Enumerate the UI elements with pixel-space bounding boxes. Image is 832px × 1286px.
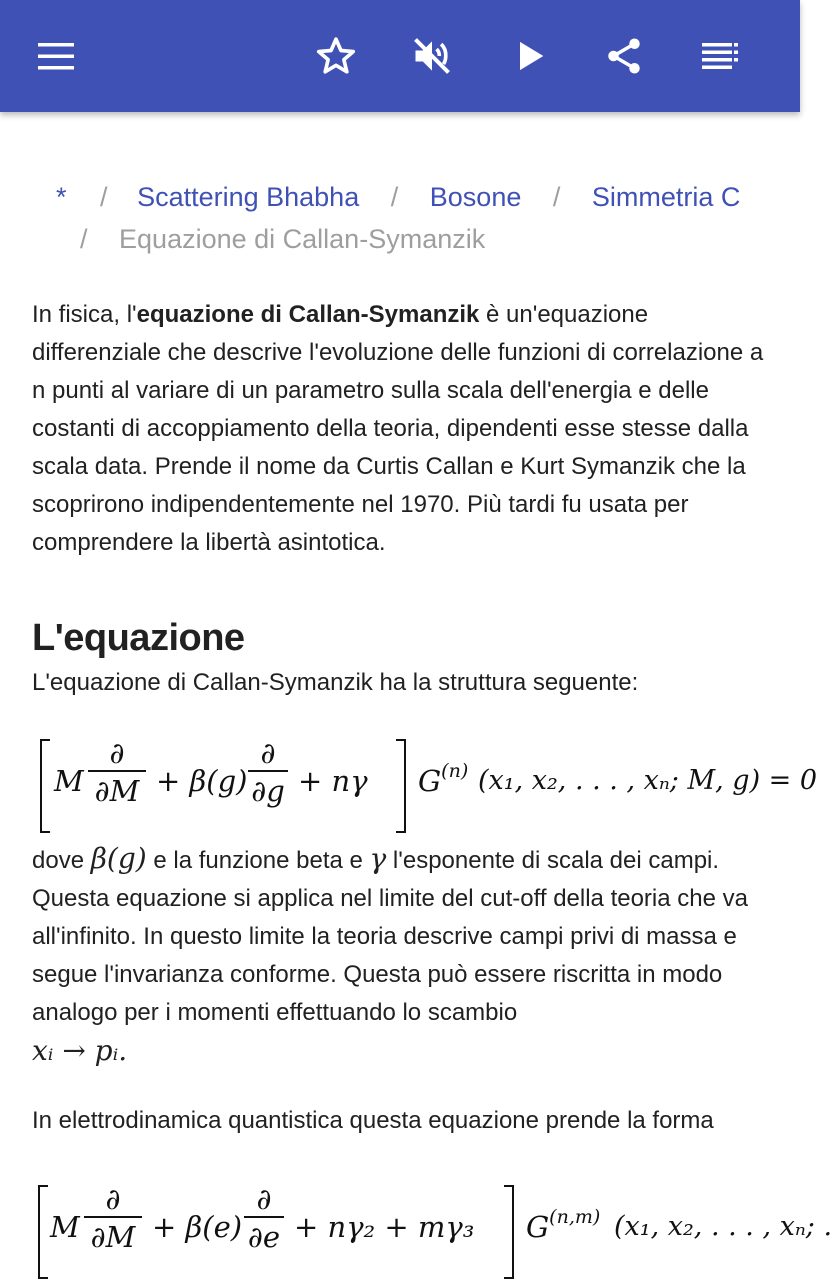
eq-mass: M bbox=[50, 1210, 80, 1244]
eq-arguments: (x₁, x₂, . . . , xₙ; . bbox=[614, 1211, 832, 1242]
eq-denominator: ∂M bbox=[94, 774, 140, 808]
favorite-button[interactable] bbox=[300, 20, 372, 92]
explanation-paragraph bbox=[32, 840, 780, 1072]
intro-paragraph bbox=[32, 296, 780, 562]
section-title: L'equazione bbox=[32, 617, 245, 659]
breadcrumb-bosone[interactable]: Bosone bbox=[429, 182, 522, 212]
qed-paragraph: In elettrodinamica quantistica questa equazione prende la forma bbox=[32, 1107, 714, 1134]
eq-denominator: ∂e bbox=[247, 1220, 281, 1254]
breadcrumb-separator: / bbox=[100, 182, 108, 212]
breadcrumb-separator: / bbox=[80, 224, 88, 254]
left-bracket bbox=[36, 1184, 50, 1280]
breadcrumb-separator: / bbox=[390, 182, 399, 212]
eq-numerator: ∂ bbox=[84, 1182, 142, 1218]
eq-fraction-dg bbox=[248, 736, 288, 810]
eq-arguments: (x₁, x₂, . . . , xₙ; M, g) = 0 bbox=[478, 765, 818, 796]
intro-term: equazione di Callan-Symanzik bbox=[136, 301, 480, 328]
contents-button[interactable] bbox=[684, 20, 756, 92]
eq-superscript: (n) bbox=[441, 760, 469, 782]
list-icon bbox=[700, 41, 740, 71]
explanation-rest: l'esponente di scala dei campi. Questa equazione si applica nel limite del cut-off della teoria che va all'infinito. In questo limite la teoria descrive campi privi di massa e segue l'invarianza conforme. Questa può essere riscritta in modo analogo per i momenti effettuando lo scambio bbox=[32, 847, 748, 1026]
eq-fraction-dm bbox=[84, 1182, 142, 1256]
menu-button[interactable] bbox=[20, 20, 92, 92]
eq-g-symbol: G bbox=[526, 1210, 550, 1244]
article-body bbox=[32, 296, 832, 1286]
eq-superscript: (n,m) bbox=[549, 1206, 601, 1228]
eq-numerator: ∂ bbox=[88, 736, 146, 772]
eq-fraction-dm bbox=[88, 736, 146, 810]
intro-text-start: In fisica, l' bbox=[32, 301, 137, 328]
right-bracket bbox=[394, 738, 408, 834]
eq-gamma-terms: + nγ₂ + mγ₃ bbox=[294, 1210, 475, 1244]
eq-beta-term: + β(e) bbox=[152, 1210, 243, 1244]
exchange-formula: xᵢ → pᵢ. bbox=[32, 1034, 128, 1067]
mute-button[interactable] bbox=[396, 20, 468, 92]
eq-mass: M bbox=[54, 764, 84, 798]
gamma-symbol: γ bbox=[369, 842, 387, 875]
qed-equation bbox=[32, 1176, 832, 1286]
eq-green-function bbox=[418, 762, 468, 804]
breadcrumb-scattering-bhabha[interactable]: Scattering Bhabha bbox=[137, 182, 360, 212]
section-intro: L'equazione di Callan-Symanzik ha la struttura seguente: bbox=[32, 669, 639, 696]
breadcrumb-current: Equazione di Callan-Symanzik bbox=[119, 224, 486, 254]
eq-numerator: ∂ bbox=[248, 736, 288, 772]
play-button[interactable] bbox=[494, 20, 566, 92]
eq-gamma-term: + nγ bbox=[298, 764, 368, 798]
intro-text-rest: è un'equazione differenziale che descrive l'evoluzione delle funzioni di correlazione a n punti al variare di un parametro sulla scala dell'energia e delle costanti di accoppiamento della teoria, dipendenti esse stesse dalla scala data. Prende il nome da Curtis Callan e Kurt Symanzik che la scoprirono indipendentemente nel 1970. Più tardi fu usata per comprendere la libertà asintotica. bbox=[32, 301, 764, 556]
eq-g-symbol: G bbox=[418, 764, 442, 798]
eq-denominator: ∂M bbox=[90, 1220, 136, 1254]
menu-icon bbox=[36, 41, 76, 71]
volume-off-icon bbox=[410, 34, 454, 78]
share-icon bbox=[603, 35, 645, 77]
eq-numerator: ∂ bbox=[244, 1182, 284, 1218]
breadcrumb-separator: / bbox=[552, 182, 561, 212]
callan-symanzik-equation bbox=[32, 730, 818, 840]
star-icon bbox=[314, 34, 358, 78]
breadcrumb-simmetria-c[interactable]: Simmetria C bbox=[591, 182, 741, 212]
beta-function-symbol: β(g) bbox=[90, 842, 147, 875]
eq-denominator: ∂g bbox=[251, 774, 285, 808]
eq-beta-term: + β(g) bbox=[156, 764, 248, 798]
explanation-start: dove bbox=[32, 847, 91, 874]
app-toolbar bbox=[0, 0, 800, 112]
explanation-mid: e la funzione beta e bbox=[146, 847, 370, 874]
right-bracket bbox=[502, 1184, 516, 1280]
share-button[interactable] bbox=[588, 20, 660, 92]
play-icon bbox=[510, 36, 550, 76]
eq-fraction-de bbox=[244, 1182, 284, 1256]
eq-green-function bbox=[526, 1208, 600, 1250]
left-bracket bbox=[38, 738, 52, 834]
breadcrumb-home[interactable]: * bbox=[56, 182, 67, 212]
